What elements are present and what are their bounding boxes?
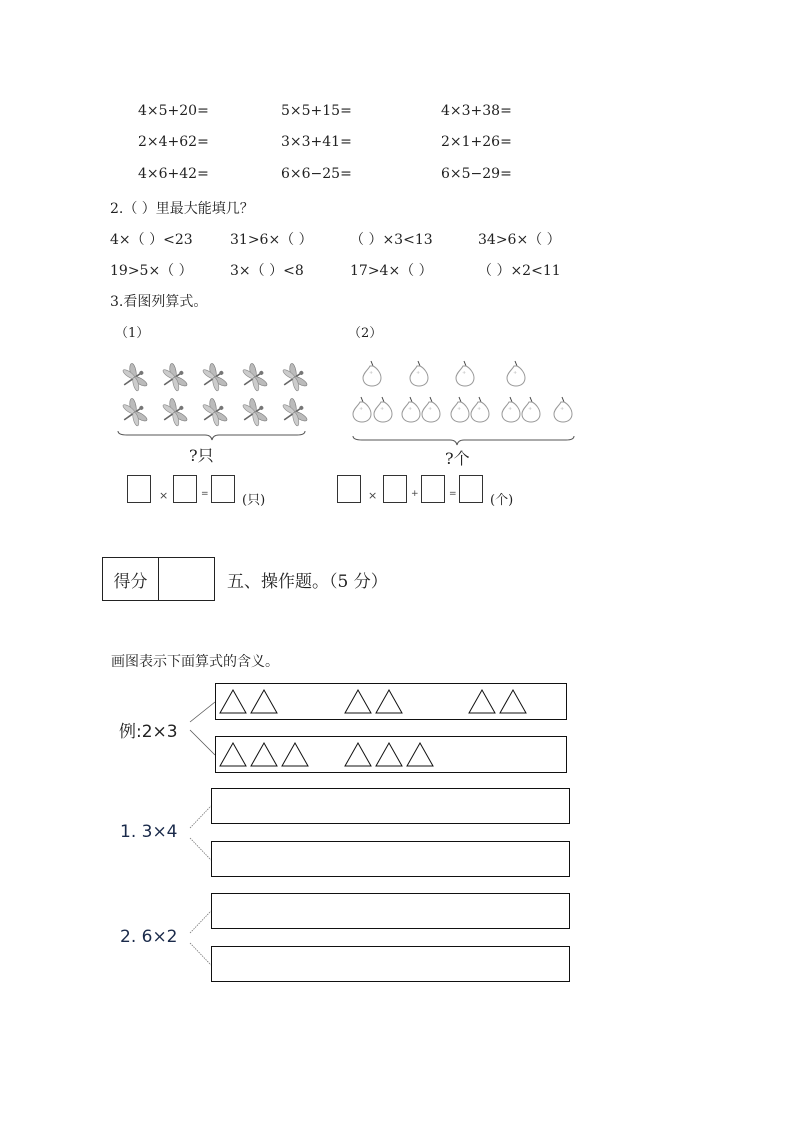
svg-text:+: + [508,406,513,412]
calc-expression: 6×6−25= [281,166,352,182]
triangle-row [216,684,566,719]
brace-label: ?个 [445,449,470,468]
svg-text:+: + [416,370,421,376]
triangle-icon [282,743,308,766]
calc-expression: 3×3+41= [281,134,352,150]
item-label: 2. 6×2 [120,927,178,947]
triangle-icon [407,743,433,766]
triangle-icon [500,690,526,713]
calc-expression: 4×3+38= [441,103,512,119]
equals-sign: = [201,489,209,499]
svg-text:+: + [380,406,385,412]
svg-text:+: + [462,370,467,376]
inequality[interactable]: 3×（ ）<8 [230,263,304,279]
drawing-box[interactable] [211,841,570,877]
calc-expression: 4×6+42= [138,166,209,182]
example-label: 例:2×3 [119,722,178,742]
svg-text:+: + [477,406,482,412]
triangle-icon [376,690,402,713]
equals-sign: = [449,489,457,499]
times-sign: × [368,489,378,502]
drawing-box[interactable] [211,788,570,824]
times-sign: × [159,489,169,502]
calc-expression: 6×5−29= [441,166,512,182]
triangle-icon [220,690,246,713]
svg-text:+: + [513,370,518,376]
inequality[interactable]: （ ）×2<11 [478,263,561,279]
svg-text:+: + [528,406,533,412]
calc-expression: 4×5+20= [138,103,209,119]
drawing-box[interactable] [211,893,570,929]
plus-sign: + [411,489,419,499]
item-label: 1. 3×4 [120,822,178,842]
example-box-row1 [215,683,567,720]
svg-text:+: + [428,406,433,412]
question-title: 2.（ ）里最大能填几？ [110,201,254,217]
drawing-box[interactable] [211,946,570,982]
triangle-icon [376,743,402,766]
triangle-row [216,737,566,772]
svg-text:+: + [359,406,364,412]
triangle-icon [345,743,371,766]
triangle-icon [220,743,246,766]
unit-label: (个) [490,493,514,508]
svg-text:+: + [408,406,413,412]
score-label: 得分 [103,558,159,600]
svg-text:+: + [369,370,374,376]
triangle-icon [251,690,277,713]
inequality[interactable]: 31>6×（ ） [230,232,313,248]
part-label: （2） [348,326,383,341]
example-box-row2 [215,736,567,773]
svg-text:+: + [560,406,565,412]
unit-label: (只) [242,493,266,508]
inequality[interactable]: （ ）×3<13 [350,232,433,248]
calc-expression: 2×1+26= [441,134,512,150]
inequality[interactable]: 17>4×（ ） [350,263,433,279]
inequality[interactable]: 34>6×（ ） [478,232,561,248]
triangle-icon [469,690,495,713]
question-title: 3.看图列算式。 [110,294,208,310]
calc-expression: 5×5+15= [281,103,352,119]
part-label: （1） [115,326,150,341]
calc-expression: 2×4+62= [138,134,209,150]
inequality[interactable]: 19>5×（ ） [110,263,193,279]
triangle-icon [345,690,371,713]
section-title: 五、操作题。（5 分） [227,572,388,592]
brace-label: ?只 [189,446,214,465]
svg-text:+: + [457,406,462,412]
inequality[interactable]: 4×（ ）<23 [110,232,193,248]
instruction: 画图表示下面算式的含义。 [111,654,279,670]
triangle-icon [251,743,277,766]
